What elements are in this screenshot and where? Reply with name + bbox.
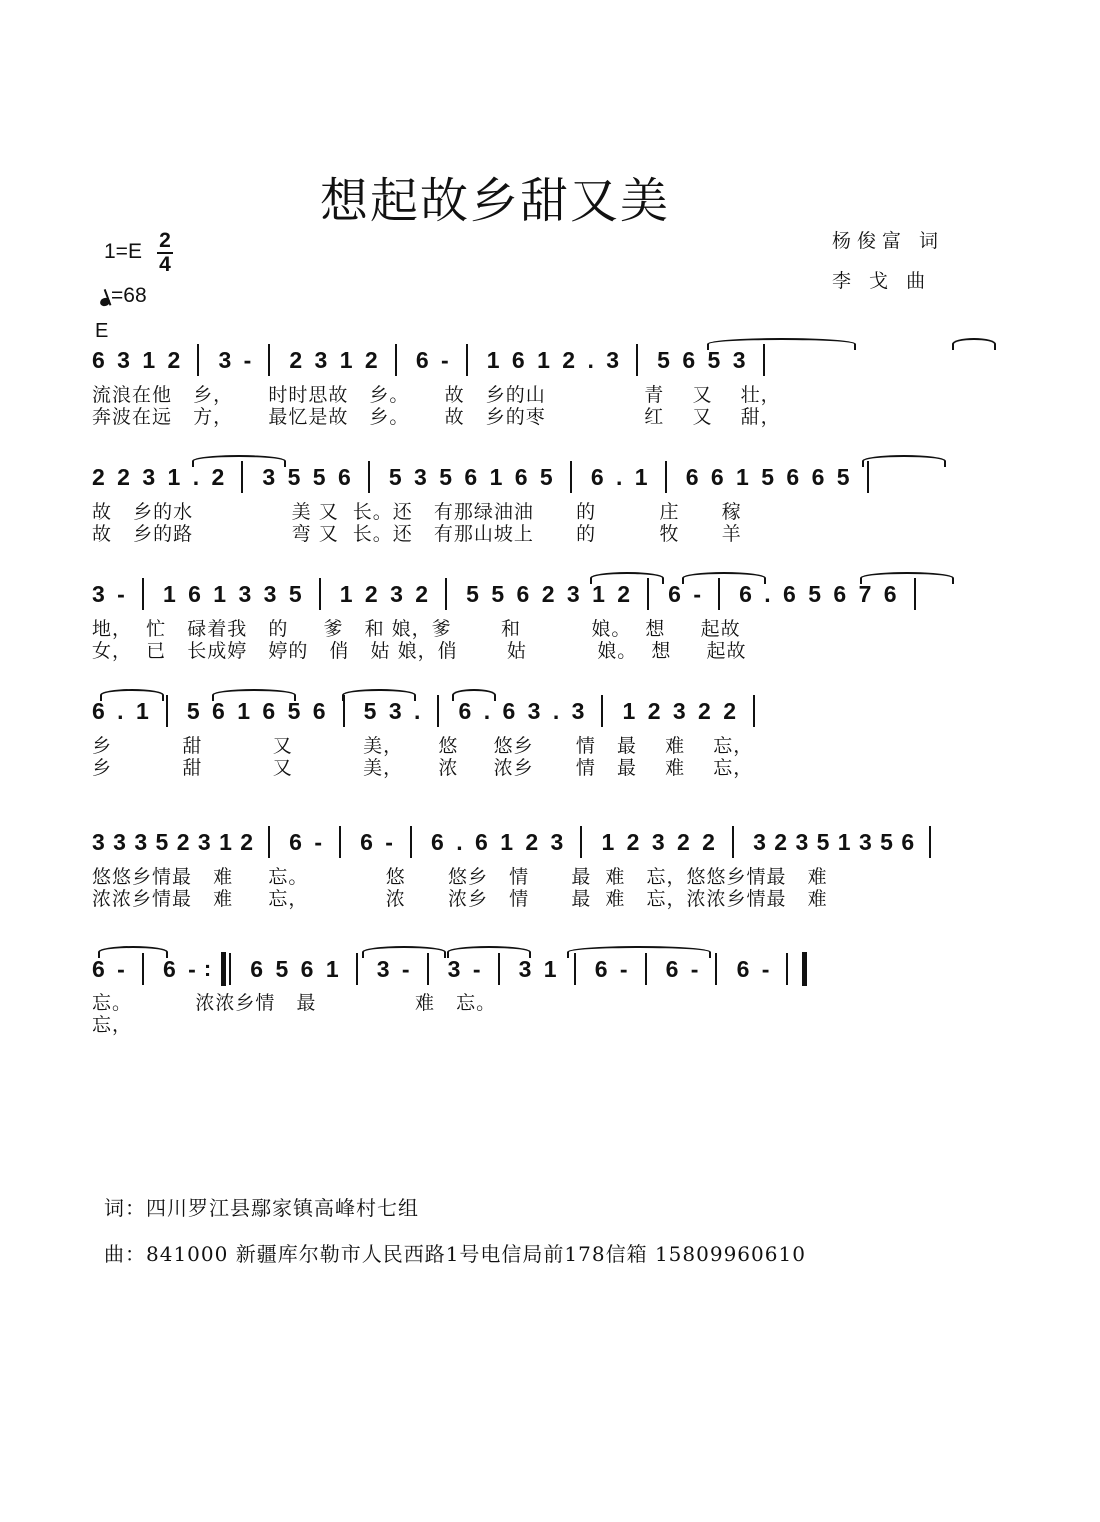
measure: 3 1 bbox=[518, 955, 560, 982]
lyrics-verse-1: 故 乡的水 美 又 长。还 有那绿油油 的 庄 稼 bbox=[92, 501, 742, 523]
tempo-value: =68 bbox=[111, 284, 147, 307]
measure: 5 3 . bbox=[363, 697, 424, 724]
measure: 1 2 3 2 bbox=[339, 580, 432, 607]
tempo-marking bbox=[100, 284, 147, 308]
lyrics-verse-1: 地， 忙 碌着我 的 爹 和 娘，爹 和 娘。 想 起故 bbox=[92, 618, 741, 640]
measure: 5 3 5 6 1 6 5 bbox=[388, 463, 556, 490]
lyrics-verse-1: 悠悠乡情最 难 忘。 悠 悠乡 情 最 难 忘，悠悠乡情最 难 bbox=[92, 866, 828, 888]
measure: 3 - bbox=[218, 346, 255, 373]
score-row bbox=[92, 461, 972, 545]
score-row bbox=[92, 695, 972, 779]
measure: 6 . 6 5 6 7 6 bbox=[739, 580, 900, 607]
song-title: 想起故乡甜又美 bbox=[319, 173, 670, 229]
notes-line bbox=[92, 695, 972, 735]
lyricist-credit: 杨俊富 词 bbox=[832, 230, 945, 252]
measure: 6 - bbox=[415, 346, 452, 373]
lyrics-verse-1: 流浪在他 乡， 时时思故 乡。 故 乡的山 青 又 壮， bbox=[92, 384, 781, 406]
quarter-note-icon bbox=[99, 297, 111, 308]
measure: 6 - bbox=[668, 580, 704, 607]
measure: 3 - bbox=[92, 580, 128, 607]
notes-line bbox=[92, 578, 972, 618]
meter-bottom: 4 bbox=[159, 253, 171, 276]
measure: 6 . 6 3 . 3 bbox=[458, 697, 588, 724]
measure: 6 - bbox=[289, 828, 326, 855]
score-row bbox=[92, 952, 972, 1036]
measure: 3 3 3 5 2 3 1 2 bbox=[92, 828, 255, 855]
measure: 6 . 6 1 2 3 bbox=[431, 828, 567, 855]
measure: 3 2 3 5 1 3 5 6 bbox=[753, 828, 916, 855]
score-row bbox=[92, 826, 972, 910]
measure: 3 - bbox=[376, 955, 413, 982]
lyrics-verse-2: 忘， bbox=[92, 1014, 133, 1036]
score-row bbox=[92, 578, 972, 662]
lyrics-verse-2: 浓浓乡情最 难 忘， 浓 浓乡 情 最 难 忘，浓浓乡情最 难 bbox=[92, 888, 828, 910]
time-signature bbox=[157, 230, 173, 276]
chord-symbol: E bbox=[95, 320, 109, 342]
measure: 6 - bbox=[736, 955, 773, 982]
measure: 5 6 5 3 bbox=[657, 346, 749, 373]
composer-credit: 李 戈 曲 bbox=[832, 270, 932, 292]
lyrics-verse-2: 故 乡的路 弯 又 长。还 有那山坡上 的 牧 羊 bbox=[92, 523, 742, 545]
measure: 6 3 1 2 bbox=[92, 346, 184, 373]
measure: 6 - bbox=[360, 828, 396, 855]
measure: 5 6 1 6 5 6 bbox=[186, 697, 329, 724]
repeat-sign: : bbox=[203, 956, 212, 981]
meter-top: 2 bbox=[159, 229, 171, 252]
footer-composer-address: 曲：841000 新疆库尔勒市人民西路1号电信局前178信箱 15809960610 bbox=[104, 1242, 806, 1266]
notes-line bbox=[92, 461, 972, 501]
lyrics-verse-2: 奔波在远 方， 最忆是故 乡。 故 乡的枣 红 又 甜， bbox=[92, 406, 781, 428]
lyrics-verse-2: 乡 甜 又 美， 浓 浓乡 情 最 难 忘， bbox=[92, 757, 754, 779]
measure: 1 6 1 3 3 5 bbox=[162, 580, 305, 607]
lyrics-verse-2: 女， 已 长成婷 婷的 俏 姑 娘，俏 姑 娘。 想 起故 bbox=[92, 640, 747, 662]
score-row bbox=[92, 344, 972, 428]
measure: 1 2 3 2 2 bbox=[622, 697, 740, 724]
footer-lyricist-address: 词：四川罗江县鄢家镇高峰村七组 bbox=[104, 1196, 419, 1220]
notes-line bbox=[92, 344, 972, 384]
measure: 6 - bbox=[594, 955, 631, 982]
measure: 6 - bbox=[92, 955, 128, 982]
measure: 6 - bbox=[162, 955, 199, 982]
measure: 6 - bbox=[665, 955, 702, 982]
measure: 6 6 1 5 6 6 5 bbox=[685, 463, 853, 490]
key-signature: 1=E bbox=[104, 240, 142, 263]
measure: 2 3 1 2 bbox=[289, 346, 381, 373]
measure: 2 2 3 1 . 2 bbox=[92, 463, 228, 490]
measure: 6 . 1 bbox=[590, 463, 651, 490]
measure: 5 5 6 2 3 1 2 bbox=[466, 580, 634, 607]
measure: 6 . 1 bbox=[92, 697, 152, 724]
lyrics-verse-1: 乡 甜 又 美， 悠 悠乡 情 最 难 忘， bbox=[92, 735, 754, 757]
measure: 3 5 5 6 bbox=[262, 463, 354, 490]
notes-line bbox=[92, 952, 972, 992]
measure: 6 5 6 1 bbox=[250, 955, 342, 982]
notes-line bbox=[92, 826, 972, 866]
measure: 1 6 1 2 . 3 bbox=[486, 346, 623, 373]
measure: 1 2 3 2 2 bbox=[601, 828, 718, 855]
lyrics-verse-1: 忘。 浓浓乡情 最 难 忘。 bbox=[92, 992, 497, 1014]
measure: 3 - bbox=[447, 955, 484, 982]
